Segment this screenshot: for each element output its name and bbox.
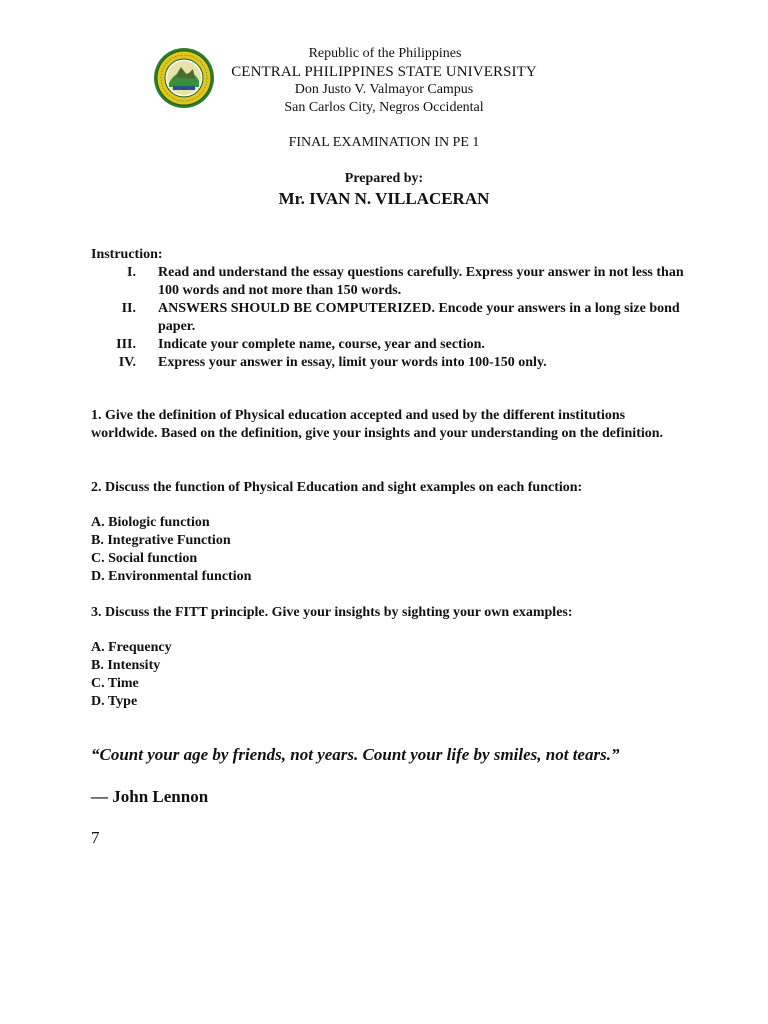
header-university: CENTRAL PHILIPPINES STATE UNIVERSITY <box>231 64 537 80</box>
question-3-option: A. Frequency <box>91 640 172 655</box>
instruction-text: ANSWERS SHOULD BE COMPUTERIZED. Encode your answers in a long size bond paper. <box>158 301 680 334</box>
question-2-option: B. Integrative Function <box>91 533 231 548</box>
question-1: 1. Give the definition of Physical education accepted and used by the different institutions worldwide. Based on the definition, give your insights and your understanding on the definition. <box>91 408 664 441</box>
page-number: 7 <box>91 828 100 847</box>
instruction-label: Instruction: <box>91 247 163 262</box>
prepared-by-label: Prepared by: <box>344 171 424 186</box>
question-3-option: C. Time <box>91 676 139 691</box>
quote-author: — John Lennon <box>91 787 209 806</box>
university-seal-logo <box>153 47 215 109</box>
instruction-text: Read and understand the essay questions carefully. Express your answer in not less than 100 words and not more than 150 words. <box>158 265 684 298</box>
question-2-option: C. Social function <box>91 551 198 566</box>
header-city: San Carlos City, Negros Occidental <box>284 100 484 115</box>
instruction-number: IV. <box>118 355 136 370</box>
question-3: 3. Discuss the FITT principle. Give your insights by sighting your own examples: <box>91 605 573 620</box>
instruction-text: Indicate your complete name, course, year and section. <box>158 337 485 352</box>
question-3-option: B. Intensity <box>91 658 161 673</box>
instruction-item <box>91 336 691 354</box>
instruction-text: Express your answer in essay, limit your words into 100-150 only. <box>158 355 547 370</box>
question-2: 2. Discuss the function of Physical Education and sight examples on each function: <box>91 480 583 495</box>
exam-title: FINAL EXAMINATION IN PE 1 <box>288 135 480 150</box>
instruction-item <box>91 354 691 372</box>
closing-quote: “Count your age by friends, not years. Count your life by smiles, not tears.” <box>91 745 620 764</box>
instruction-item <box>91 300 691 336</box>
instruction-item <box>91 264 691 300</box>
instruction-number: I. <box>127 265 136 280</box>
instruction-number: III. <box>116 337 136 352</box>
header-campus: Don Justo V. Valmayor Campus <box>294 82 474 97</box>
question-2-option: A. Biologic function <box>91 515 210 530</box>
instruction-number: II. <box>121 301 136 316</box>
question-3-option: D. Type <box>91 694 138 709</box>
preparer-name: Mr. IVAN N. VILLACERAN <box>278 189 490 208</box>
question-2-option: D. Environmental function <box>91 569 252 584</box>
header-republic: Republic of the Philippines <box>308 46 462 61</box>
